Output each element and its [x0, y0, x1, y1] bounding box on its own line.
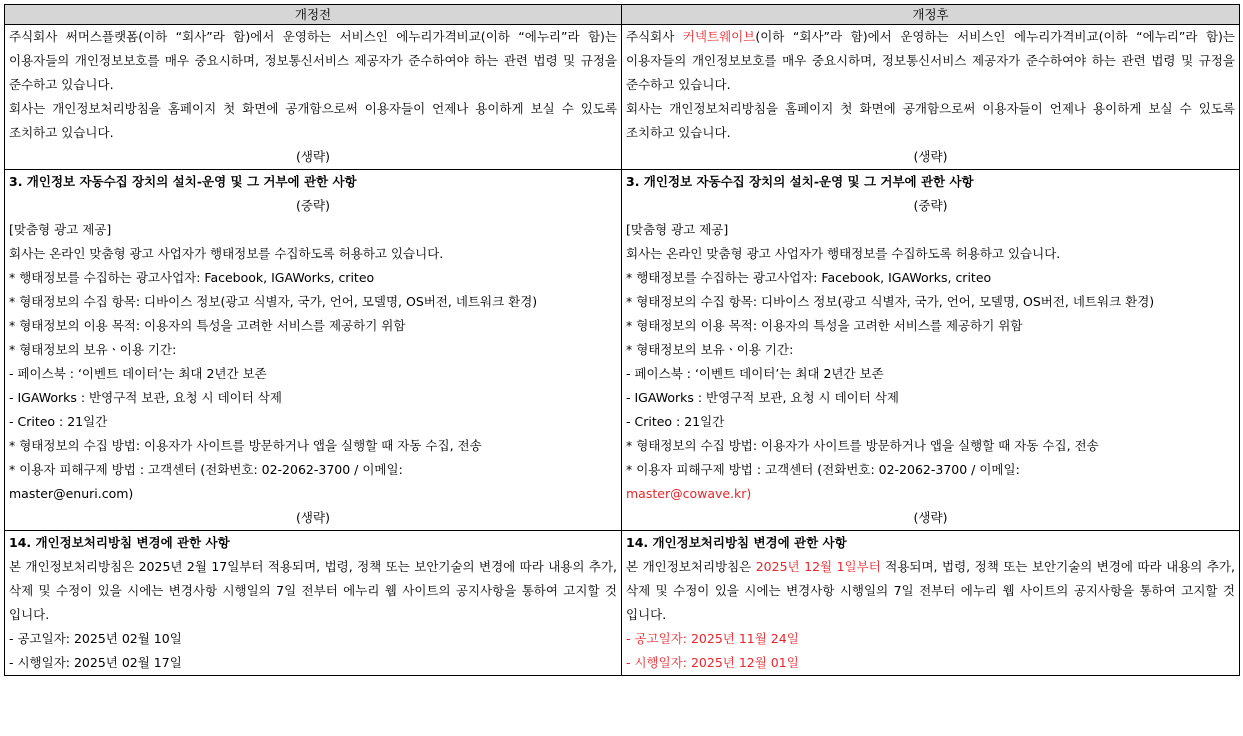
header-before: 개정전 [5, 5, 622, 25]
changed-notice-date: - 공고일자: 2025년 11월 24일 [626, 631, 799, 646]
mid-omitted-marker: (중략) [913, 198, 948, 213]
period-criteo: - Criteo : 21일간 [626, 414, 725, 429]
privacy-policy-comparison-table [4, 4, 1240, 676]
section-14-title: 14. 개인정보처리방침 변경에 관한 사항 [626, 535, 847, 550]
policy-change-paragraph [9, 555, 617, 627]
intro-paragraph-1-rest: (이하 “회사”라 함)에서 운영하는 서비스인 에누리가격비교(이하 “에누리”라 함)는 이용자들의 개인정보보호를 매우 중요시하며, 정보통신서비스 제공자가 준수하여야 하는 관련 법령 및 규정을 준수하고 있습니다. [626, 29, 1235, 92]
section-14-title: 14. 개인정보처리방침 변경에 관한 사항 [9, 535, 230, 550]
period-facebook: - 페이스북 : ‘이벤트 데이터’는 최대 2년간 보존 [626, 366, 884, 381]
collection-method-item: * 형태정보의 수집 방법: 이용자가 사이트를 방문하거나 앱을 실행할 때 자동 수집, 전송 [9, 438, 482, 453]
effective-date-text: 2025년 2월 17일부터 [138, 559, 264, 574]
intro-paragraph-2: 회사는 개인정보처리방침을 홈페이지 첫 화면에 공개함으로써 이용자들이 언제나 용이하게 보실 수 있도록 조치하고 있습니다. [626, 101, 1235, 140]
custom-ad-intro: 회사는 온라인 맞춤형 광고 사업자가 행태정보를 수집하도록 허용하고 있습니다. [9, 246, 444, 261]
policy-change-rest: 적용되며, 법령, 정책 또는 보안기술의 변경에 따라 내용의 추가, 삭제 및 수정이 있을 시에는 변경사항 시행일의 7일 전부터 에누리 웹 사이트의 공지사항을 통하여 고지할 것 입니다. [626, 559, 1235, 622]
period-igaworks: - IGAWorks : 반영구적 보관, 요청 시 데이터 삭제 [626, 390, 899, 405]
company-prefix: 주식회사 [626, 29, 683, 44]
collection-items-item: * 형태정보의 수집 항목: 디바이스 정보(광고 식별자, 국가, 언어, 모델명, OS버전, 네트워크 환경) [9, 294, 538, 309]
remedy-item: * 이용자 피해구제 방법 : 고객센터 (전화번호: 02-2062-3700 / 이메일: [9, 462, 403, 477]
omitted-marker: (생략) [296, 149, 330, 164]
contact-email: master@enuri.com) [9, 486, 134, 501]
header-after: 개정후 [622, 5, 1240, 25]
changed-contact-email: master@cowave.kr) [626, 486, 752, 501]
period-facebook: - 페이스북 : ‘이벤트 데이터’는 최대 2년간 보존 [9, 366, 267, 381]
omitted-marker: (생략) [913, 510, 948, 525]
custom-ad-subtitle: [맞춤형 광고 제공] [626, 222, 729, 237]
policy-change-paragraph [626, 555, 1235, 627]
changed-company-name: 커넥트웨이브 [682, 29, 756, 44]
notice-date: - 공고일자: 2025년 02월 10일 [9, 631, 182, 646]
changed-effective-date: - 시행일자: 2025년 12월 01일 [626, 655, 799, 670]
effective-date: - 시행일자: 2025년 02월 17일 [9, 655, 182, 670]
section-3-row [5, 170, 1240, 531]
collection-method-item: * 형태정보의 수집 방법: 이용자가 사이트를 방문하거나 앱을 실행할 때 자동 수집, 전송 [626, 438, 1099, 453]
period-criteo: - Criteo : 21일간 [9, 414, 108, 429]
policy-change-prefix: 본 개인정보처리방침은 [626, 559, 756, 574]
omitted-marker: (생략) [296, 510, 330, 525]
intro-after-cell [622, 25, 1240, 170]
policy-change-prefix: 본 개인정보처리방침은 [9, 559, 139, 574]
omitted-marker: (생략) [913, 149, 948, 164]
intro-paragraph-1 [626, 25, 1235, 97]
mid-omitted-marker: (중략) [296, 198, 330, 213]
section-14-row [5, 531, 1240, 676]
section-14-after-cell [622, 531, 1240, 676]
period-igaworks: - IGAWorks : 반영구적 보관, 요청 시 데이터 삭제 [9, 390, 282, 405]
advertisers-item: * 행태정보를 수집하는 광고사업자: Facebook, IGAWorks, criteo [626, 270, 992, 285]
section-3-before-cell [5, 170, 622, 531]
purpose-item: * 형태정보의 이용 목적: 이용자의 특성을 고려한 서비스를 제공하기 위함 [626, 318, 1023, 333]
retention-period-item: * 형태정보의 보유ㆍ이용 기간: [9, 342, 177, 357]
intro-paragraph-2: 회사는 개인정보처리방침을 홈페이지 첫 화면에 공개함으로써 이용자들이 언제나 용이하게 보실 수 있도록 조치하고 있습니다. [9, 101, 617, 140]
section-intro-row [5, 25, 1240, 170]
policy-change-rest: 적용되며, 법령, 정책 또는 보안기술의 변경에 따라 내용의 추가, 삭제 및 수정이 있을 시에는 변경사항 시행일의 7일 전부터 에누리 웹 사이트의 공지사항을 통하여 고지할 것 입니다. [9, 559, 617, 622]
custom-ad-subtitle: [맞춤형 광고 제공] [9, 222, 112, 237]
remedy-item: * 이용자 피해구제 방법 : 고객센터 (전화번호: 02-2062-3700 / 이메일: [626, 462, 1020, 477]
purpose-item: * 형태정보의 이용 목적: 이용자의 특성을 고려한 서비스를 제공하기 위함 [9, 318, 406, 333]
retention-period-item: * 형태정보의 보유ㆍ이용 기간: [626, 342, 794, 357]
section-14-before-cell [5, 531, 622, 676]
custom-ad-intro: 회사는 온라인 맞춤형 광고 사업자가 행태정보를 수집하도록 허용하고 있습니다. [626, 246, 1061, 261]
section-3-title: 3. 개인정보 자동수집 장치의 설치-운영 및 그 거부에 관한 사항 [9, 174, 357, 189]
section-3-after-cell [622, 170, 1240, 531]
header-row [5, 5, 1240, 25]
collection-items-item: * 형태정보의 수집 항목: 디바이스 정보(광고 식별자, 국가, 언어, 모델명, OS버전, 네트워크 환경) [626, 294, 1155, 309]
intro-paragraph-1: 주식회사 써머스플랫폼(이하 “회사”라 함)에서 운영하는 서비스인 에누리가격비교(이하 “에누리”라 함)는 이용자들의 개인정보보호를 매우 중요시하며, 정보통신서비스 제공자가 준수하여야 하는 관련 법령 및 규정을 준수하고 있습니다. [9, 29, 617, 92]
intro-before-cell [5, 25, 622, 170]
changed-effective-date-text: 2025년 12월 1일부터 [755, 559, 881, 574]
advertisers-item: * 행태정보를 수집하는 광고사업자: Facebook, IGAWorks, criteo [9, 270, 375, 285]
section-3-title: 3. 개인정보 자동수집 장치의 설치-운영 및 그 거부에 관한 사항 [626, 174, 974, 189]
